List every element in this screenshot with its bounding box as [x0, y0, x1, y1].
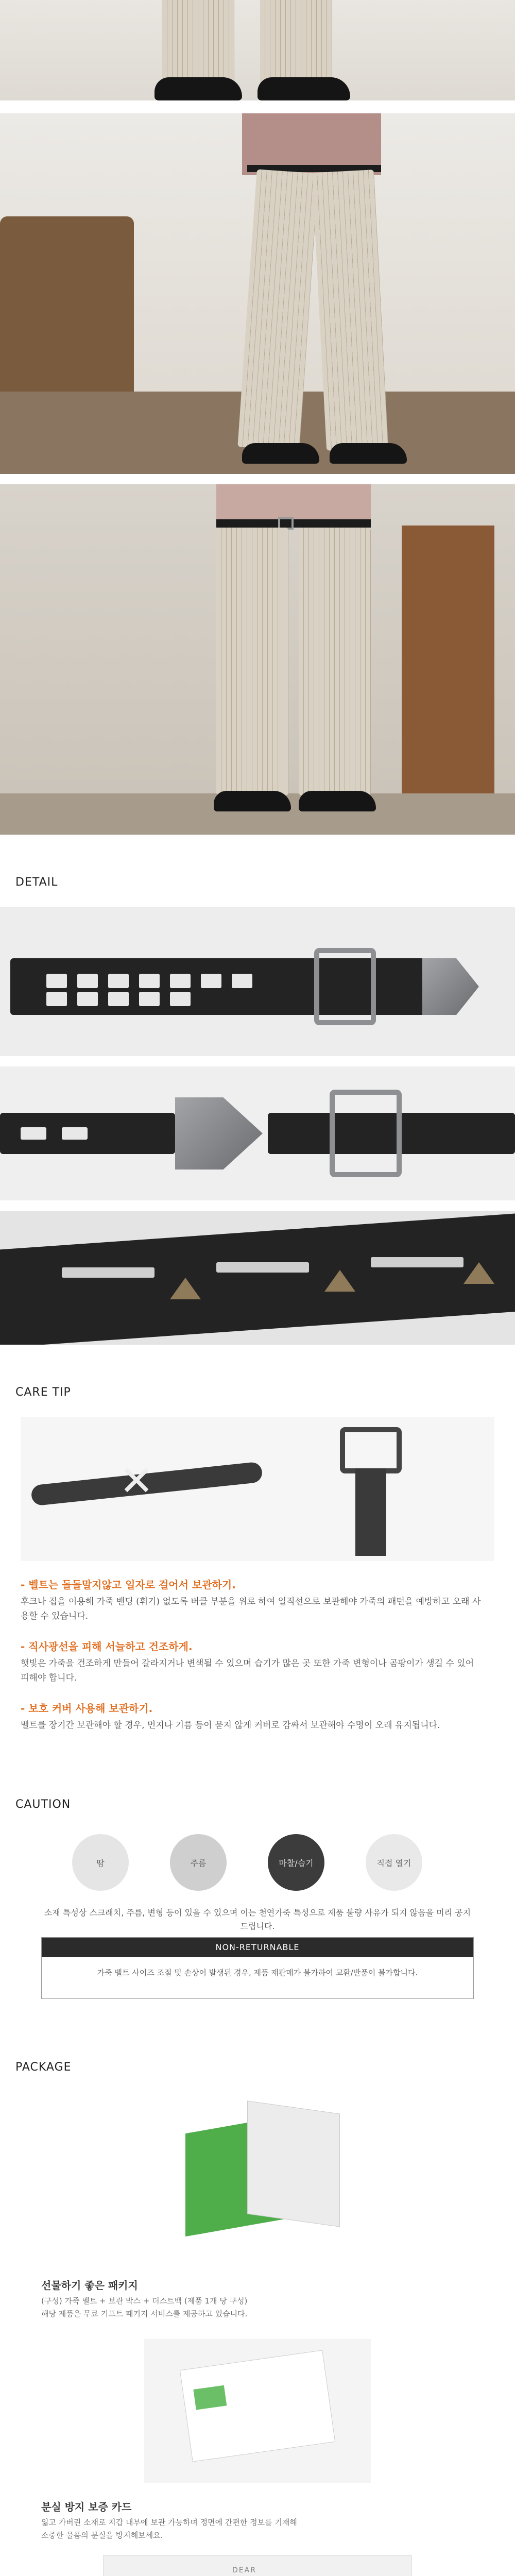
card-green-accent: [193, 2385, 227, 2410]
message-card-label: DEAR: [232, 2566, 256, 2574]
warranty-card-text-2: 소중한 물품의 분실을 방지해보세요.: [41, 2531, 163, 2540]
package-box-image: [154, 2092, 360, 2262]
detail-photo-belt-full: [0, 907, 515, 1056]
non-returnable-title: NON-RETURNABLE: [42, 1938, 473, 1957]
card-back: [180, 2350, 335, 2462]
message-card-image: [103, 2555, 412, 2576]
care-tip-3-text: 벨트를 장기간 보관해야 할 경우, 먼지나 기름 등이 묻지 않게 커버로 감싸서 보관해야 수명이 오래 유지됩니다.: [21, 1720, 440, 1731]
non-returnable-box: [41, 1937, 474, 1999]
model-photo-top: [0, 0, 515, 100]
care-tip-1-title: - 벨트는 돌돌말지않고 일자로 걸어서 보관하기.: [21, 1579, 236, 1591]
model-photo-sofa: [0, 113, 515, 474]
belt-hanging-illustration: [355, 1468, 386, 1556]
warranty-card-text: 잃고 가버린 소재로 지갑 내부에 보관 가능하며 정면에 간편한 정보를 기재해: [41, 2518, 297, 2527]
caution-circle-friction: 마찰/습기: [268, 1834, 324, 1891]
package-box-text: (구성) 가죽 벨트 + 보관 박스 + 더스트백 (제품 1개 당 구성): [41, 2296, 248, 2306]
cross-mark-icon: ✕: [119, 1457, 154, 1505]
section-title-caution: CAUTION: [15, 1798, 71, 1811]
caution-circle-sweat: 땀: [72, 1834, 129, 1891]
package-box-title: 선물하기 좋은 패키지: [41, 2279, 138, 2292]
section-title-package: PACKAGE: [15, 2061, 72, 2074]
care-illustration: [21, 1417, 494, 1561]
care-tip-2-title: - 직사광선을 피해 서늘하고 건조하게.: [21, 1640, 193, 1653]
detail-photo-buckle: [0, 1066, 515, 1200]
package-box-text-2: 해당 제품은 무료 기프트 패키지 서비스를 제공하고 있습니다.: [41, 2309, 248, 2318]
white-box: [247, 2100, 340, 2227]
section-title-care-tip: CARE TIP: [15, 1386, 71, 1399]
caution-circle-wrinkle: 주름: [170, 1834, 227, 1891]
warranty-card-title: 분실 방지 보증 카드: [41, 2501, 132, 2513]
care-tip-3-title: - 보호 커버 사용해 보관하기.: [21, 1702, 153, 1715]
care-tip-2-text: 햇빛은 가죽을 건조하게 만들어 갈라지거나 변색될 수 있으며 습기가 많은 곳 또한 가죽 변형이나 곰팡이가 생길 수 있어 피해야 합니다.: [21, 1658, 474, 1683]
section-title-detail: DETAIL: [15, 876, 58, 889]
detail-photo-studs: [0, 1211, 515, 1345]
buckle-hanging-illustration: [340, 1427, 402, 1473]
non-returnable-text: 가죽 벨트 사이즈 조절 및 손상이 발생된 경우, 제품 재판매가 불가하여 교환/반품이 불가합니다.: [97, 1968, 418, 1977]
caution-circle-heat: 직접 열기: [366, 1834, 422, 1891]
model-photo-front: [0, 484, 515, 835]
care-tip-1-text: 후크나 집을 이용해 가죽 벤딩 (휘기) 없도록 버클 부분을 위로 하여 일직선으로 보관해야 가죽의 패턴을 예방하고 오래 사용할 수 있습니다.: [21, 1597, 481, 1621]
door: [402, 526, 494, 804]
caution-text: 소재 특성상 스크래치, 주름, 변형 등이 있을 수 있으며 이는 천연가죽 특성으로 제품 불량 사유가 되지 않음을 미리 공지드립니다.: [44, 1908, 471, 1931]
warranty-card-image: [144, 2339, 371, 2483]
